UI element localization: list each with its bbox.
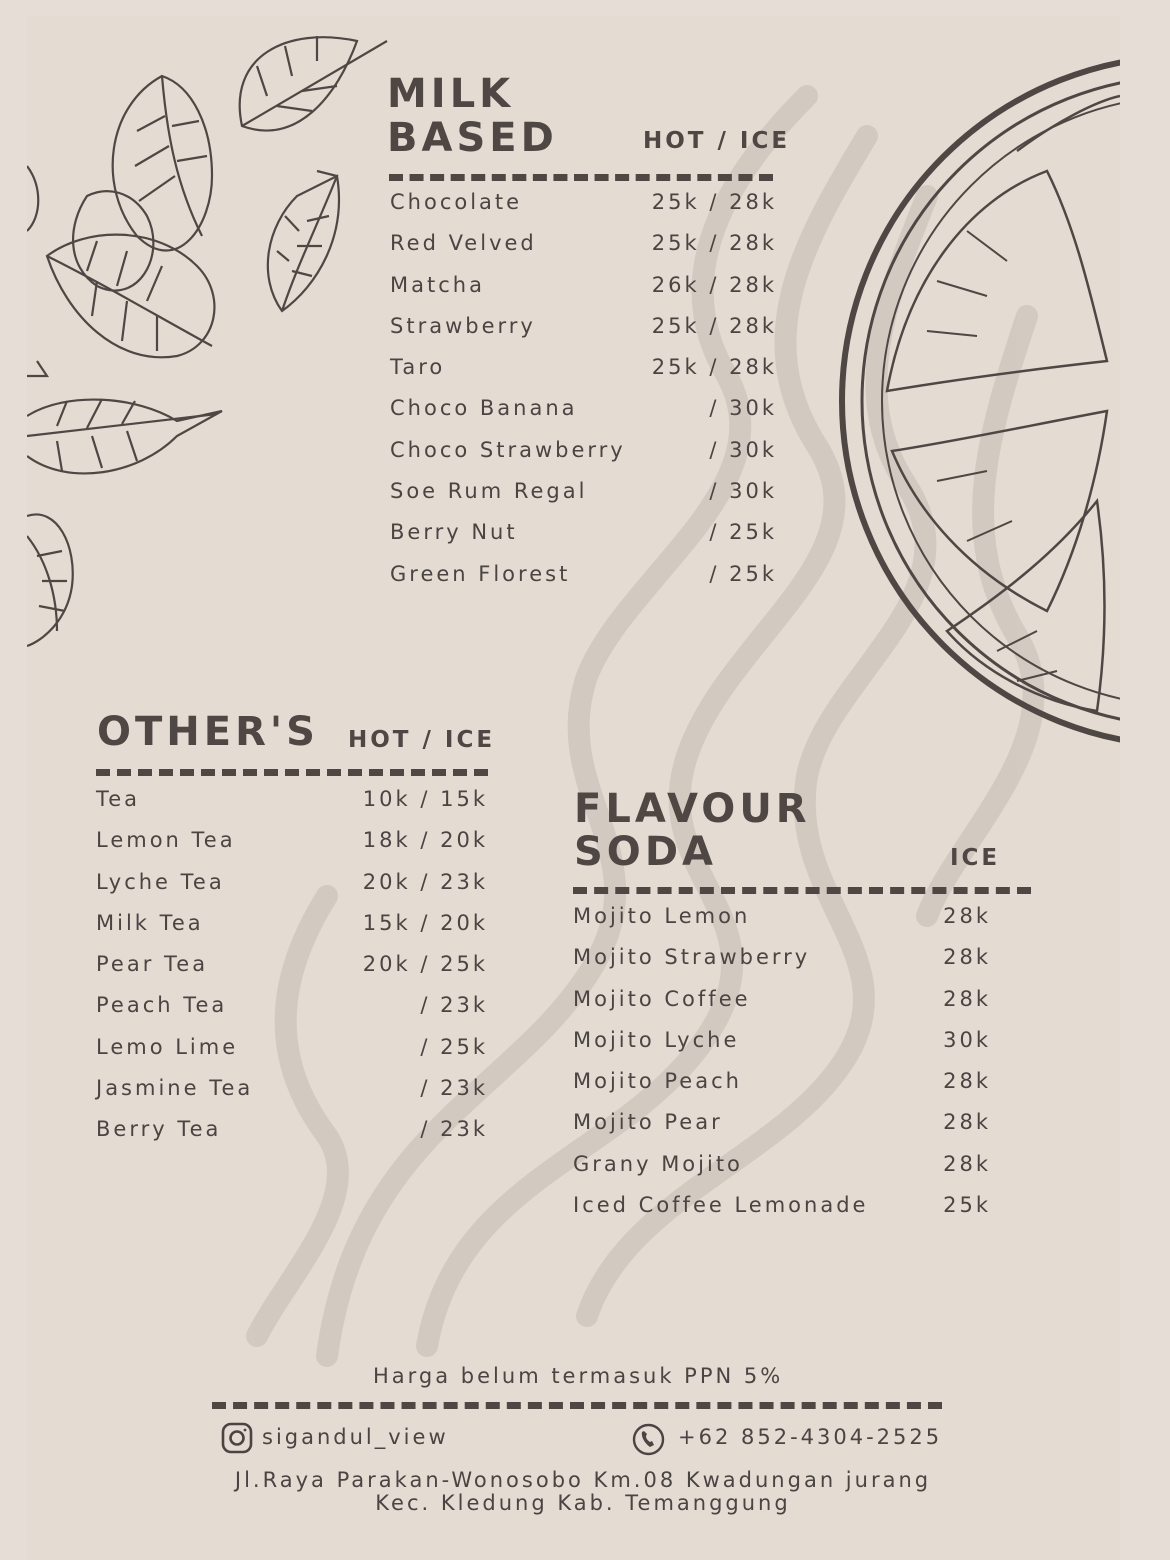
address-line1: Jl.Raya Parakan-Wonosobo Km.08 Kwadungan jurang bbox=[234, 1468, 932, 1492]
menu-item bbox=[390, 520, 777, 561]
milk-based-divider bbox=[389, 174, 773, 181]
phone-icon[interactable] bbox=[632, 1423, 665, 1460]
menu-item bbox=[390, 438, 777, 479]
phone-number[interactable]: +62 852-4304-2525 bbox=[678, 1425, 943, 1449]
mint-leaves-illustration bbox=[27, 16, 407, 656]
item-name: Mojito Strawberry bbox=[573, 945, 811, 970]
footer-divider bbox=[212, 1402, 942, 1409]
menu-item bbox=[96, 952, 488, 993]
item-name: Strawberry bbox=[390, 313, 536, 338]
item-price: 15k / 20k bbox=[362, 910, 488, 935]
item-name: Chocolate bbox=[390, 190, 523, 214]
others-divider bbox=[96, 769, 488, 776]
item-name: Mojito Coffee bbox=[573, 986, 751, 1011]
item-price: 30k bbox=[943, 1027, 991, 1052]
menu-item bbox=[390, 190, 777, 231]
item-name: Red Velved bbox=[390, 231, 537, 256]
item-name: Choco Banana bbox=[390, 396, 578, 421]
item-price: / 23k bbox=[420, 993, 488, 1018]
item-price: / 25k bbox=[709, 561, 777, 586]
item-name: Jasmine Tea bbox=[96, 1076, 254, 1101]
item-name: Berry Nut bbox=[390, 520, 518, 545]
menu-item bbox=[390, 231, 777, 272]
milk-based-list bbox=[390, 190, 777, 603]
item-price: / 25k bbox=[420, 1034, 488, 1059]
flavour-soda-list bbox=[573, 904, 991, 1234]
item-price: 10k / 15k bbox=[362, 787, 488, 811]
item-name: Peach Tea bbox=[96, 993, 228, 1018]
item-name: Choco Strawberry bbox=[390, 437, 626, 462]
menu-item bbox=[96, 911, 488, 952]
menu-item bbox=[573, 987, 991, 1028]
item-price: / 25k bbox=[709, 520, 777, 545]
item-price: / 30k bbox=[709, 437, 777, 462]
item-name: Mojito Lemon bbox=[573, 904, 751, 928]
item-name: Milk Tea bbox=[96, 910, 204, 935]
menu-item bbox=[96, 1035, 488, 1076]
menu-item bbox=[390, 355, 777, 396]
item-price: 28k bbox=[943, 945, 991, 970]
orange-slice-illustration bbox=[817, 31, 1120, 771]
menu-item bbox=[96, 1076, 488, 1117]
item-price: 25k / 28k bbox=[651, 355, 777, 380]
item-name: Mojito Pear bbox=[573, 1110, 723, 1135]
menu-item bbox=[573, 1193, 991, 1234]
others-list bbox=[96, 787, 488, 1159]
others-column-header: HOT / ICE bbox=[348, 727, 496, 753]
item-price: 28k bbox=[943, 986, 991, 1011]
item-price: 28k bbox=[943, 1151, 991, 1176]
flavour-soda-title-line2: SODA bbox=[574, 829, 717, 875]
menu-item bbox=[573, 1028, 991, 1069]
milk-based-title-line2: BASED bbox=[387, 115, 558, 161]
item-price: 25k / 28k bbox=[651, 313, 777, 338]
milk-based-title-line1: MILK bbox=[387, 71, 515, 117]
item-price: 20k / 23k bbox=[362, 869, 488, 894]
item-price: 25k / 28k bbox=[651, 231, 777, 256]
item-name: Mojito Peach bbox=[573, 1069, 742, 1094]
item-name: Grany Mojito bbox=[573, 1151, 743, 1176]
menu-sheet bbox=[27, 16, 1120, 1560]
flavour-soda-column-header: ICE bbox=[950, 845, 1001, 871]
tax-note: Harga belum termasuk PPN 5% bbox=[373, 1364, 784, 1388]
item-name: Taro bbox=[390, 355, 446, 380]
flavour-soda-divider bbox=[573, 887, 1031, 894]
item-name: Pear Tea bbox=[96, 952, 209, 977]
item-name: Mojito Lyche bbox=[573, 1027, 740, 1052]
address-line2: Kec. Kledung Kab. Temanggung bbox=[375, 1491, 791, 1515]
item-name: Lemo Lime bbox=[96, 1034, 239, 1059]
menu-item bbox=[573, 904, 991, 945]
milk-based-column-header: HOT / ICE bbox=[643, 128, 791, 154]
menu-item bbox=[96, 1117, 488, 1158]
item-price: 20k / 25k bbox=[362, 952, 488, 977]
item-name: Tea bbox=[96, 787, 141, 811]
item-name: Green Florest bbox=[390, 561, 571, 586]
item-price: 28k bbox=[943, 1110, 991, 1135]
item-name: Soe Rum Regal bbox=[390, 479, 588, 504]
item-price: / 30k bbox=[709, 479, 777, 504]
item-price: / 30k bbox=[709, 396, 777, 421]
menu-item bbox=[390, 273, 777, 314]
item-name: Lyche Tea bbox=[96, 869, 225, 894]
item-name: Berry Tea bbox=[96, 1117, 222, 1142]
menu-item bbox=[573, 1110, 991, 1151]
item-price: 28k bbox=[943, 1069, 991, 1094]
item-price: / 23k bbox=[420, 1117, 488, 1142]
item-price: 25k bbox=[943, 1193, 991, 1218]
menu-item bbox=[96, 870, 488, 911]
menu-item bbox=[390, 396, 777, 437]
item-price: 26k / 28k bbox=[651, 272, 777, 297]
menu-item bbox=[390, 562, 777, 603]
instagram-icon[interactable] bbox=[221, 1422, 253, 1458]
item-price: / 23k bbox=[420, 1076, 488, 1101]
menu-item bbox=[390, 314, 777, 355]
menu-item bbox=[96, 787, 488, 828]
item-name: Matcha bbox=[390, 272, 485, 297]
others-title: OTHER'S bbox=[97, 709, 319, 755]
flavour-soda-title-line1: FLAVOUR bbox=[574, 786, 811, 832]
item-name: Iced Coffee Lemonade bbox=[573, 1193, 869, 1218]
item-price: 25k / 28k bbox=[651, 190, 777, 214]
instagram-handle[interactable]: sigandul_view bbox=[262, 1425, 449, 1449]
menu-item bbox=[96, 993, 488, 1034]
menu-item bbox=[96, 828, 488, 869]
menu-item bbox=[573, 1069, 991, 1110]
menu-item bbox=[573, 1152, 991, 1193]
item-name: Lemon Tea bbox=[96, 828, 236, 853]
item-price: 18k / 20k bbox=[362, 828, 488, 853]
menu-item bbox=[390, 479, 777, 520]
item-price: 28k bbox=[943, 904, 991, 928]
menu-item bbox=[573, 945, 991, 986]
